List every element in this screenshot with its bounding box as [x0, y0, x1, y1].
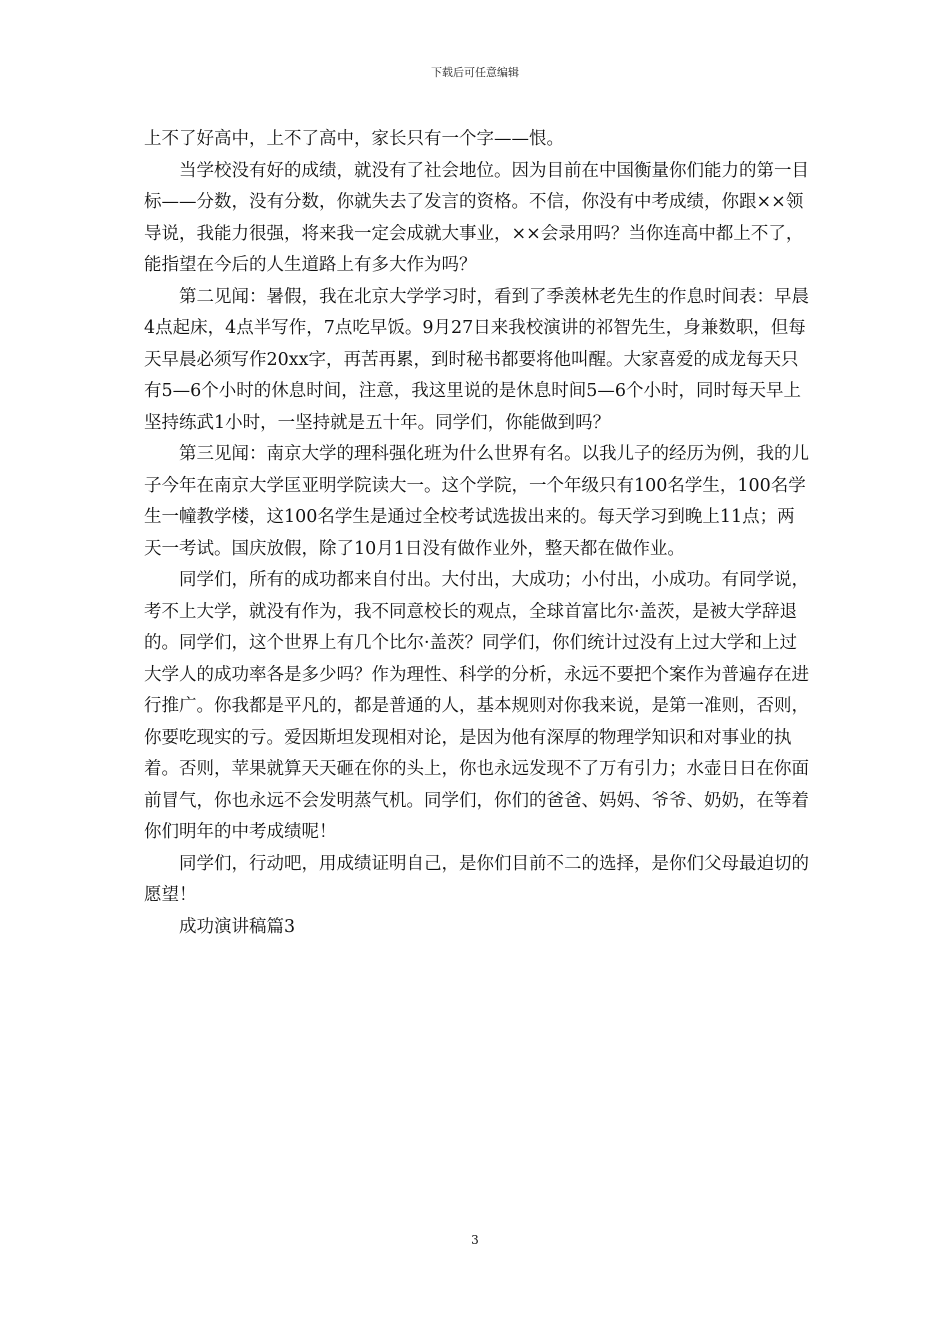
page-header: 下载后可任意编辑	[431, 66, 519, 79]
page-number: 3	[471, 1233, 479, 1247]
section-heading: 成功演讲稿篇3	[179, 916, 296, 937]
document-body	[144, 124, 810, 943]
paragraph: 当学校没有好的成绩，就没有了社会地位。因为目前在中国衡量你们能力的第一目标——分数，没有分数，你就失去了发言的资格。不信，你没有中考成绩，你跟××领导说，我能力很强，将来我一定会成就大事业，××会录用吗？当你连高中都上不了，能指望在今后的人生道路上有多大作为吗？	[144, 160, 809, 275]
paragraph-continuation: 上不了好高中，上不了高中，家长只有一个字——恨。	[144, 129, 564, 149]
paragraph: 第三见闻：南京大学的理科强化班为什么世界有名。以我儿子的经历为例，我的儿子今年在南京大学匡亚明学院读大一。这个学院，一个年级只有100名学生，100名学生一幢教学楼，这100名学生是通过全校考试选拔出来的。每天学习到晚上11点；两天一考试。国庆放假，除了10月1日没有做作业外，整天都在做作业。	[144, 444, 809, 559]
paragraph: 同学们，行动吧，用成绩证明自己，是你们目前不二的选择，是你们父母最迫切的愿望！	[144, 853, 809, 905]
paragraph: 第二见闻：暑假，我在北京大学学习时，看到了季羡林老先生的作息时间表：早晨4点起床，4点半写作，7点吃早饭。9月27日来我校演讲的祁智先生，身兼数职，但每天早晨必须写作20xx字，再苦再累，到时秘书都要将他叫醒。大家喜爱的成龙每天只有5—6个小时的休息时间，注意，我这里说的是休息时间5—6个小时，同时每天早上坚持练武1小时，一坚持就是五十年。同学们，你能做到吗？	[144, 286, 809, 433]
paragraph: 同学们，所有的成功都来自付出。大付出，大成功；小付出，小成功。有同学说，考不上大学，就没有作为，我不同意校长的观点，全球首富比尔·盖茨，是被大学辞退的。同学们，这个世界上有几个比尔·盖茨？同学们，你们统计过没有上过大学和上过大学人的成功率各是多少吗？作为理性、科学的分析，永远不要把个案作为普遍存在进行推广。你我都是平凡的，都是普通的人，基本规则对你我来说，是第一准则，否则，你要吃现实的亏。爱因斯坦发现相对论，是因为他有深厚的物理学知识和对事业的执着。否则，苹果就算天天砸在你的头上，你也永远发现不了万有引力；水壶日日在你面前冒气，你也永远不会发明蒸气机。同学们，你们的爸爸、妈妈、爷爷、奶奶，在等着你们明年的中考成绩呢！	[144, 570, 809, 842]
